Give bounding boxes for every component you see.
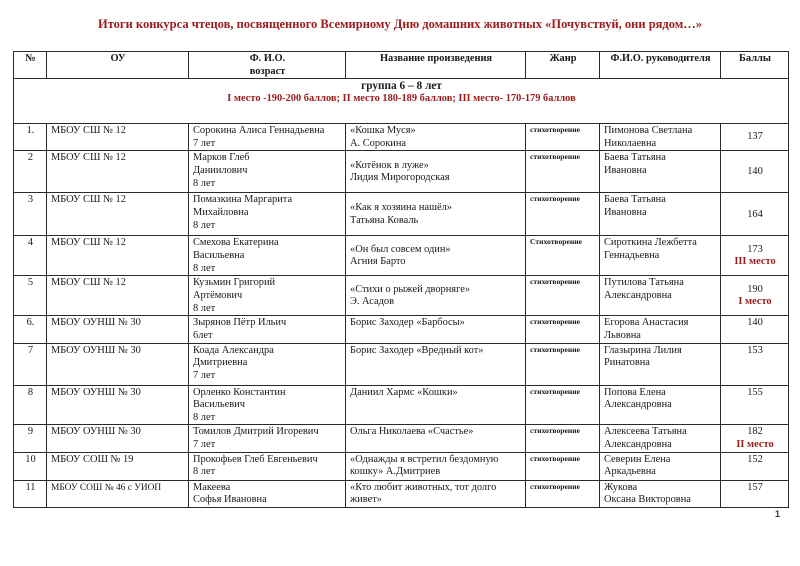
genre-cell: стихотворение [526, 480, 600, 507]
work-line: «Котёнок в луже» [350, 159, 429, 171]
participant-line: Марков Глеб [193, 152, 250, 164]
work-line: «Кто любит животных, тот долго [350, 481, 497, 493]
leader-line: Жукова [604, 481, 638, 493]
participant-line: Прокофьев Глеб Евгеньевич [193, 453, 318, 465]
participant-line: 8 лет [193, 219, 216, 231]
leader-line: Алексеева Татьяна [604, 426, 687, 438]
leader-line: Львовна [604, 329, 641, 341]
score-cell [721, 193, 789, 236]
score-value: 153 [747, 344, 763, 356]
leader-line: Ринатовна [604, 357, 650, 369]
school-cell: МБОУ СШ № 12 [47, 276, 189, 316]
row-number: 9 [14, 425, 47, 452]
participant-line: Помазкина Маргарита [193, 194, 293, 206]
participant-line: 6лет [193, 329, 213, 341]
participant-cell [189, 276, 346, 316]
leader-line: Ивановна [604, 164, 647, 176]
leader-line: Александровна [604, 289, 672, 301]
group-title: группа 6 – 8 лет [361, 80, 442, 93]
leader-cell [600, 316, 721, 343]
participant-cell [189, 425, 346, 452]
school-cell: МБОУ ОУНШ № 30 [47, 385, 189, 425]
participant-cell [189, 151, 346, 193]
leader-cell [600, 343, 721, 385]
participant-line: Софья Ивановна [193, 494, 267, 506]
work-line: Э. Асадов [350, 296, 395, 308]
genre-cell: стихотворение [526, 343, 600, 385]
table-row [14, 343, 789, 385]
table-row [14, 151, 789, 193]
genre-cell: стихотворение [526, 385, 600, 425]
participant-line: 7 лет [193, 438, 216, 450]
school-cell: МБОУ ОУНШ № 30 [47, 425, 189, 452]
header-leader: Ф.И.О. руководителя [600, 52, 721, 79]
score-cell [721, 151, 789, 193]
work-cell [346, 452, 526, 480]
table-row [14, 425, 789, 452]
participant-line: 8 лет [193, 262, 216, 274]
score-cell [721, 276, 789, 316]
participant-line: Артёмович [193, 289, 243, 301]
school-cell: МБОУ СШ № 12 [47, 124, 189, 151]
participant-cell [189, 452, 346, 480]
genre-cell: стихотворение [526, 124, 600, 151]
place-badge: III место [734, 256, 776, 268]
leader-cell [600, 452, 721, 480]
header-num: № [14, 52, 47, 79]
page-number: 1 [775, 509, 781, 519]
score-cell [721, 385, 789, 425]
score-cell [721, 316, 789, 343]
document-title: Итоги конкурса чтецов, посвященного Всемирному Дню домашних животных «Почувствуй, они рядом…» [97, 17, 703, 31]
participant-cell [189, 316, 346, 343]
school-cell: МБОУ ОУНШ № 30 [47, 343, 189, 385]
work-cell [346, 236, 526, 276]
work-cell [346, 151, 526, 193]
header-row [14, 52, 789, 79]
school-cell: МБОУ ОУНШ № 30 [47, 316, 189, 343]
row-number: 1. [14, 124, 47, 151]
work-line: Агния Барто [350, 256, 406, 268]
work-line: Лидия Мирогородская [350, 172, 450, 184]
school-cell: МБОУ СОШ № 19 [47, 452, 189, 480]
school-cell: МБОУ СОШ № 46 с УИОП [47, 480, 189, 507]
score-value: 173 [747, 243, 763, 255]
table-row [14, 193, 789, 236]
leader-cell [600, 385, 721, 425]
table-row [14, 316, 789, 343]
header-score: Баллы [721, 52, 789, 79]
participant-cell [189, 385, 346, 425]
leader-line: Баева Татьяна [604, 194, 666, 206]
leader-line: Александровна [604, 438, 672, 450]
work-cell [346, 124, 526, 151]
leader-cell [600, 236, 721, 276]
score-cell [721, 236, 789, 276]
work-cell [346, 385, 526, 425]
leader-line: Аркадьевна [604, 466, 656, 478]
work-line: «Он был совсем один» [350, 243, 451, 255]
participant-line: Томилов Дмитрий Игоревич [193, 426, 319, 438]
genre-cell: стихотворение [526, 193, 600, 236]
participant-line: Васильевна [193, 249, 245, 261]
leader-line: Глазырина Лилия [604, 344, 682, 356]
table-row [14, 480, 789, 507]
score-value: 157 [747, 481, 763, 493]
participant-line: 7 лет [193, 369, 216, 381]
work-cell [346, 276, 526, 316]
participant-line: Сорокина Алиса Геннадьевна [193, 125, 325, 137]
table-row [14, 385, 789, 425]
work-line: А. Сорокина [350, 137, 406, 149]
leader-line: Баева Татьяна [604, 152, 666, 164]
header-name-line2: возраст [249, 65, 286, 77]
work-line: Даниил Хармс «Кошки» [350, 386, 458, 398]
participant-line: 8 лет [193, 411, 216, 423]
participant-line: 8 лет [193, 302, 216, 314]
group-places: I место -190-200 баллов; II место 180-189 баллов; III место- 170-179 баллов [227, 92, 576, 104]
table-row [14, 276, 789, 316]
work-line: «Кошка Муся» [350, 125, 416, 137]
leader-cell [600, 193, 721, 236]
leader-cell [600, 425, 721, 452]
participant-line: Даниилович [193, 164, 248, 176]
work-line: «Однажды я встретил бездомную [350, 453, 499, 465]
row-number: 6. [14, 316, 47, 343]
table-row [14, 124, 789, 151]
leader-line: Сироткина Лежбетта [604, 237, 697, 249]
place-badge: I место [738, 296, 772, 308]
school-cell: МБОУ СШ № 12 [47, 151, 189, 193]
row-number: 2 [14, 151, 47, 193]
school-cell: МБОУ СШ № 12 [47, 193, 189, 236]
row-number: 5 [14, 276, 47, 316]
row-number: 7 [14, 343, 47, 385]
genre-cell: стихотворение [526, 452, 600, 480]
participant-cell [189, 124, 346, 151]
work-cell [346, 193, 526, 236]
leader-line: Попова Елена [604, 386, 666, 398]
participant-line: 8 лет [193, 177, 216, 189]
leader-line: Оксана Викторовна [604, 494, 691, 506]
header-work: Название произведения [346, 52, 526, 79]
score-cell [721, 124, 789, 151]
leader-line: Геннадьевна [604, 249, 660, 261]
work-line: живет» [350, 494, 382, 506]
work-cell [346, 343, 526, 385]
row-number: 11 [14, 480, 47, 507]
table-row [14, 236, 789, 276]
header-school: ОУ [47, 52, 189, 79]
row-number: 10 [14, 452, 47, 480]
row-number: 4 [14, 236, 47, 276]
participant-cell [189, 343, 346, 385]
score-value: 152 [747, 453, 763, 465]
participant-line: Дмитриевна [193, 357, 248, 369]
participant-line: Макеева [193, 481, 231, 493]
work-line: кошку» А.Дмитриев [350, 466, 441, 478]
row-number: 3 [14, 193, 47, 236]
leader-line: Егорова Анастасия [604, 317, 689, 329]
score-cell [721, 425, 789, 452]
leader-cell [600, 124, 721, 151]
participant-line: Смехова Екатерина [193, 237, 279, 249]
results-table [13, 51, 789, 508]
participant-line: Коада Александра [193, 344, 274, 356]
genre-cell: стихотворение [526, 425, 600, 452]
participant-line: 7 лет [193, 137, 216, 149]
leader-line: Путилова Татьяна [604, 277, 684, 289]
work-cell [346, 316, 526, 343]
leader-line: Николаевна [604, 137, 657, 149]
row-number: 8 [14, 385, 47, 425]
school-cell: МБОУ СШ № 12 [47, 236, 189, 276]
participant-line: Орленко Константин [193, 386, 286, 398]
leader-line: Северин Елена [604, 453, 671, 465]
group-row [14, 79, 789, 124]
score-value: 190 [747, 283, 763, 295]
leader-cell [600, 276, 721, 316]
score-value: 137 [747, 131, 763, 143]
participant-line: Васильевич [193, 399, 245, 411]
leader-cell [600, 151, 721, 193]
work-line: Борис Заходер «Вредный кот» [350, 344, 484, 356]
work-line: Татьяна Коваль [350, 214, 419, 226]
work-line: Борис Заходер «Барбосы» [350, 317, 465, 329]
participant-line: Кузьмин Григорий [193, 277, 276, 289]
group-cell [14, 79, 789, 124]
score-value: 182 [747, 426, 763, 438]
table-row [14, 452, 789, 480]
work-cell [346, 480, 526, 507]
score-value: 140 [747, 166, 763, 178]
genre-cell: стихотворение [526, 151, 600, 193]
place-badge: II место [736, 438, 774, 450]
genre-cell: стихотворение [526, 276, 600, 316]
genre-cell: стихотворение [526, 316, 600, 343]
leader-line: Александровна [604, 399, 672, 411]
work-cell [346, 425, 526, 452]
participant-cell [189, 480, 346, 507]
header-name [189, 52, 346, 79]
score-cell [721, 452, 789, 480]
score-cell [721, 480, 789, 507]
work-line: «Стихи о рыжей дворняге» [350, 283, 471, 295]
work-line: Ольга Николаева «Счастье» [350, 426, 474, 438]
participant-cell [189, 236, 346, 276]
score-value: 140 [747, 317, 763, 329]
participant-line: Зырянов Пётр Ильич [193, 317, 287, 329]
score-cell [721, 343, 789, 385]
header-genre: Жанр [526, 52, 600, 79]
genre-cell: Стихотворение [526, 236, 600, 276]
work-line: «Как я хозяина нашёл» [350, 202, 452, 214]
leader-line: Пимонова Светлана [604, 125, 693, 137]
participant-line: 8 лет [193, 466, 216, 478]
score-value: 164 [747, 208, 763, 220]
header-name-line1: Ф. И.О. [249, 53, 286, 64]
leader-line: Ивановна [604, 206, 647, 218]
participant-line: Михайловна [193, 206, 249, 218]
leader-cell [600, 480, 721, 507]
participant-cell [189, 193, 346, 236]
score-value: 155 [747, 386, 763, 398]
